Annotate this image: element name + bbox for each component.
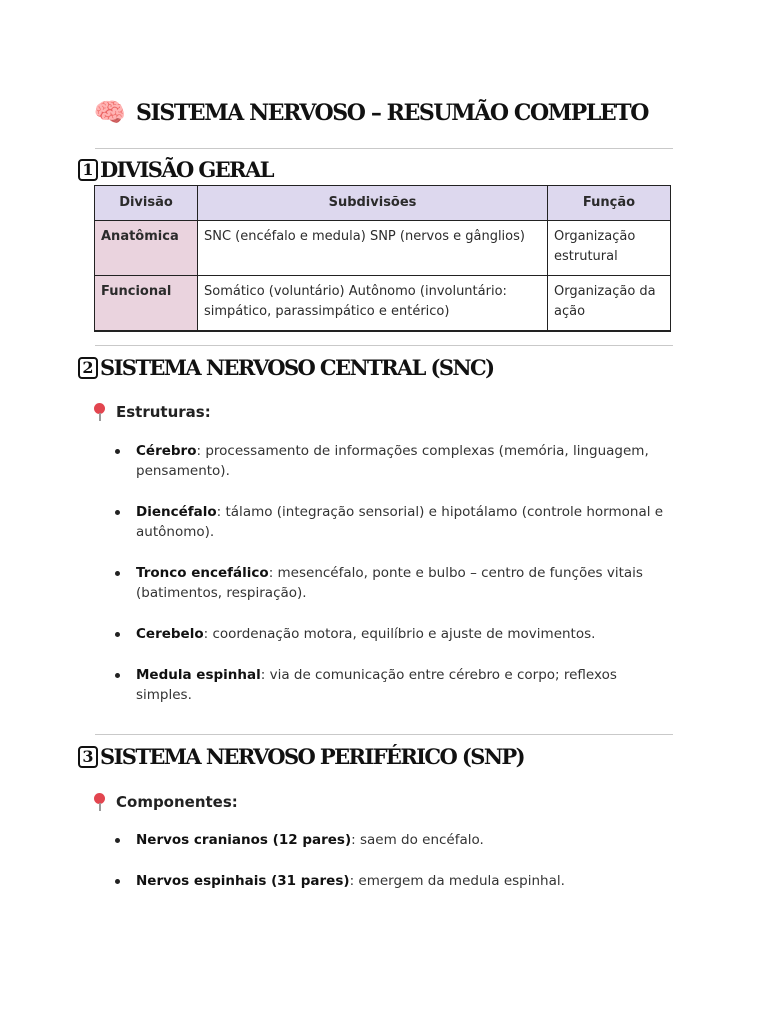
table-cell: Organização estrutural bbox=[548, 221, 671, 276]
item-description: : via de comunicação entre cérebro e corpo; reflexos simples. bbox=[136, 667, 617, 703]
table-row-header: Funcional bbox=[95, 276, 198, 332]
item-description: : mesencéfalo, ponte e bulbo – centro de funções vitais (batimentos, respiração). bbox=[136, 565, 643, 601]
item-term: Nervos cranianos (12 pares) bbox=[136, 832, 352, 848]
number-badge-icon: 2 bbox=[78, 357, 98, 379]
list-item bbox=[112, 624, 672, 644]
number-badge-icon: 1 bbox=[78, 159, 98, 181]
item-term: Diencéfalo bbox=[136, 504, 217, 520]
subheading-text: Estruturas: bbox=[116, 403, 211, 421]
page-title-text: SISTEMA NERVOSO – RESUMÃO COMPLETO bbox=[136, 100, 648, 126]
item-description: : saem do encéfalo. bbox=[351, 832, 484, 848]
item-term: Medula espinhal bbox=[136, 667, 261, 683]
item-term: Nervos espinhais (31 pares) bbox=[136, 873, 350, 889]
item-term: Cerebelo bbox=[136, 626, 204, 642]
table-header-cell: Função bbox=[548, 186, 671, 221]
section-title: SISTEMA NERVOSO PERIFÉRICO (SNP) bbox=[100, 744, 524, 769]
page-title bbox=[92, 96, 648, 130]
table-row bbox=[95, 221, 671, 276]
table-header-cell: Divisão bbox=[95, 186, 198, 221]
pin-icon bbox=[92, 793, 108, 811]
division-table bbox=[94, 185, 671, 332]
section-title: SISTEMA NERVOSO CENTRAL (SNC) bbox=[100, 355, 494, 380]
pin-icon bbox=[92, 403, 108, 421]
table-cell: Somático (voluntário) Autônomo (involuntário: simpático, parassimpático e entérico) bbox=[198, 276, 548, 332]
subheading-componentes bbox=[92, 793, 238, 811]
divider bbox=[95, 148, 673, 149]
section-heading-snc bbox=[78, 355, 493, 380]
section-title: DIVISÃO GERAL bbox=[100, 157, 273, 182]
brain-icon: 🧠 bbox=[93, 98, 127, 128]
section-heading-divisao-geral bbox=[78, 157, 273, 182]
table-header-row bbox=[95, 186, 671, 221]
table-cell: SNC (encéfalo e medula) SNP (nervos e gânglios) bbox=[198, 221, 548, 276]
list-item bbox=[112, 563, 672, 603]
list-item bbox=[112, 665, 672, 705]
components-list bbox=[112, 830, 672, 891]
divider bbox=[95, 345, 673, 346]
table-row bbox=[95, 276, 671, 332]
list-item bbox=[112, 441, 672, 481]
structures-list bbox=[112, 441, 672, 705]
list-item bbox=[112, 502, 672, 542]
item-description: : emergem da medula espinhal. bbox=[349, 873, 565, 889]
list-item bbox=[112, 830, 672, 850]
number-badge-icon: 3 bbox=[78, 746, 98, 768]
subheading-estruturas bbox=[92, 403, 211, 421]
item-description: : processamento de informações complexas (memória, linguagem, pensamento). bbox=[136, 443, 649, 479]
item-term: Tronco encefálico bbox=[136, 565, 269, 581]
table-row-header: Anatômica bbox=[95, 221, 198, 276]
section-heading-snp bbox=[78, 744, 524, 769]
table-header-cell: Subdivisões bbox=[198, 186, 548, 221]
item-description: : tálamo (integração sensorial) e hipotálamo (controle hormonal e autônomo). bbox=[136, 504, 664, 540]
table-cell: Organização da ação bbox=[548, 276, 671, 332]
subheading-text: Componentes: bbox=[116, 793, 238, 811]
divider bbox=[95, 734, 673, 735]
list-item bbox=[112, 871, 672, 891]
item-term: Cérebro bbox=[136, 443, 197, 459]
item-description: : coordenação motora, equilíbrio e ajuste de movimentos. bbox=[203, 626, 596, 642]
